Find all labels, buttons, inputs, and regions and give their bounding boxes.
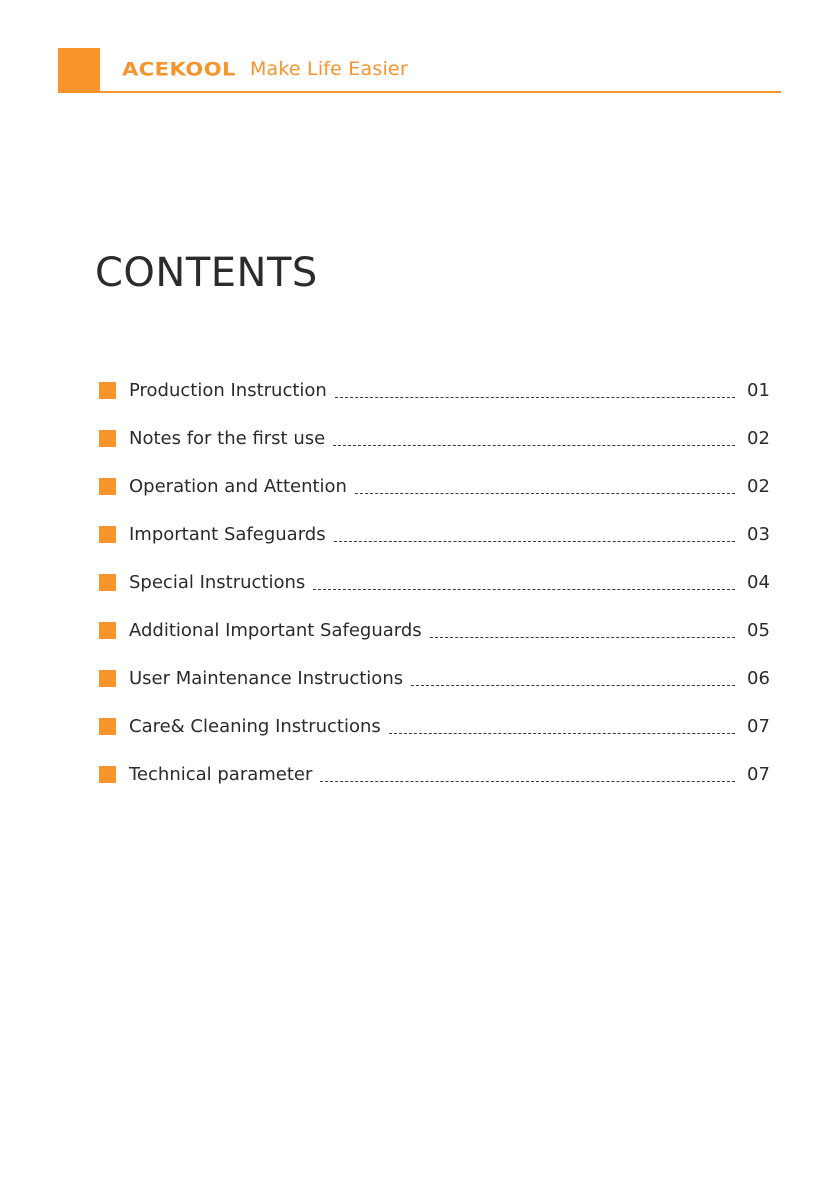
toc-entry-label: Operation and Attention: [129, 475, 347, 497]
toc-entry-label: Important Safeguards: [129, 523, 326, 545]
square-bullet-icon: [99, 766, 116, 783]
toc-entry-page: 04: [747, 571, 770, 593]
dotted-leader: [333, 445, 735, 446]
toc-entry-label: Technical parameter: [129, 763, 313, 785]
toc-entry-page: 03: [747, 523, 770, 545]
brand-header: [122, 56, 408, 82]
header-rule: [58, 91, 781, 93]
page-title: CONTENTS: [95, 250, 318, 296]
brand-tagline: Make Life Easier: [249, 58, 408, 80]
toc-entry-label: Notes for the first use: [129, 427, 326, 449]
dotted-leader: [411, 685, 735, 686]
toc-entry-label: Additional Important Safeguards: [129, 619, 422, 641]
dotted-leader: [335, 397, 735, 398]
dotted-leader: [334, 541, 735, 542]
toc-entry-label: Production Instruction: [129, 379, 327, 401]
square-bullet-icon: [99, 382, 116, 399]
toc-entry-page: 06: [747, 667, 770, 689]
toc-entry-page: 07: [747, 715, 770, 737]
toc-entry[interactable]: [99, 744, 769, 804]
toc-entry-page: 07: [747, 763, 770, 785]
square-bullet-icon: [99, 718, 116, 735]
square-bullet-icon: [99, 574, 116, 591]
toc-entry-page: 02: [747, 427, 770, 449]
toc-entry-page: 02: [747, 475, 770, 497]
dotted-leader: [355, 493, 735, 494]
square-bullet-icon: [99, 430, 116, 447]
toc-entry-label: User Maintenance Instructions: [129, 667, 404, 689]
brand-logo: ACEKOOL: [122, 58, 236, 80]
toc-entry-page: 05: [747, 619, 770, 641]
square-bullet-icon: [99, 478, 116, 495]
toc-entry-label: Care& Cleaning Instructions: [129, 715, 381, 737]
toc-entry-label: Special Instructions: [129, 571, 306, 593]
square-bullet-icon: [99, 670, 116, 687]
square-bullet-icon: [99, 622, 116, 639]
header-accent-block: [58, 48, 100, 92]
dotted-leader: [430, 637, 735, 638]
toc-entry-page: 01: [747, 379, 770, 401]
dotted-leader: [320, 781, 735, 782]
square-bullet-icon: [99, 526, 116, 543]
dotted-leader: [313, 589, 735, 590]
table-of-contents: [99, 372, 769, 804]
dotted-leader: [389, 733, 735, 734]
